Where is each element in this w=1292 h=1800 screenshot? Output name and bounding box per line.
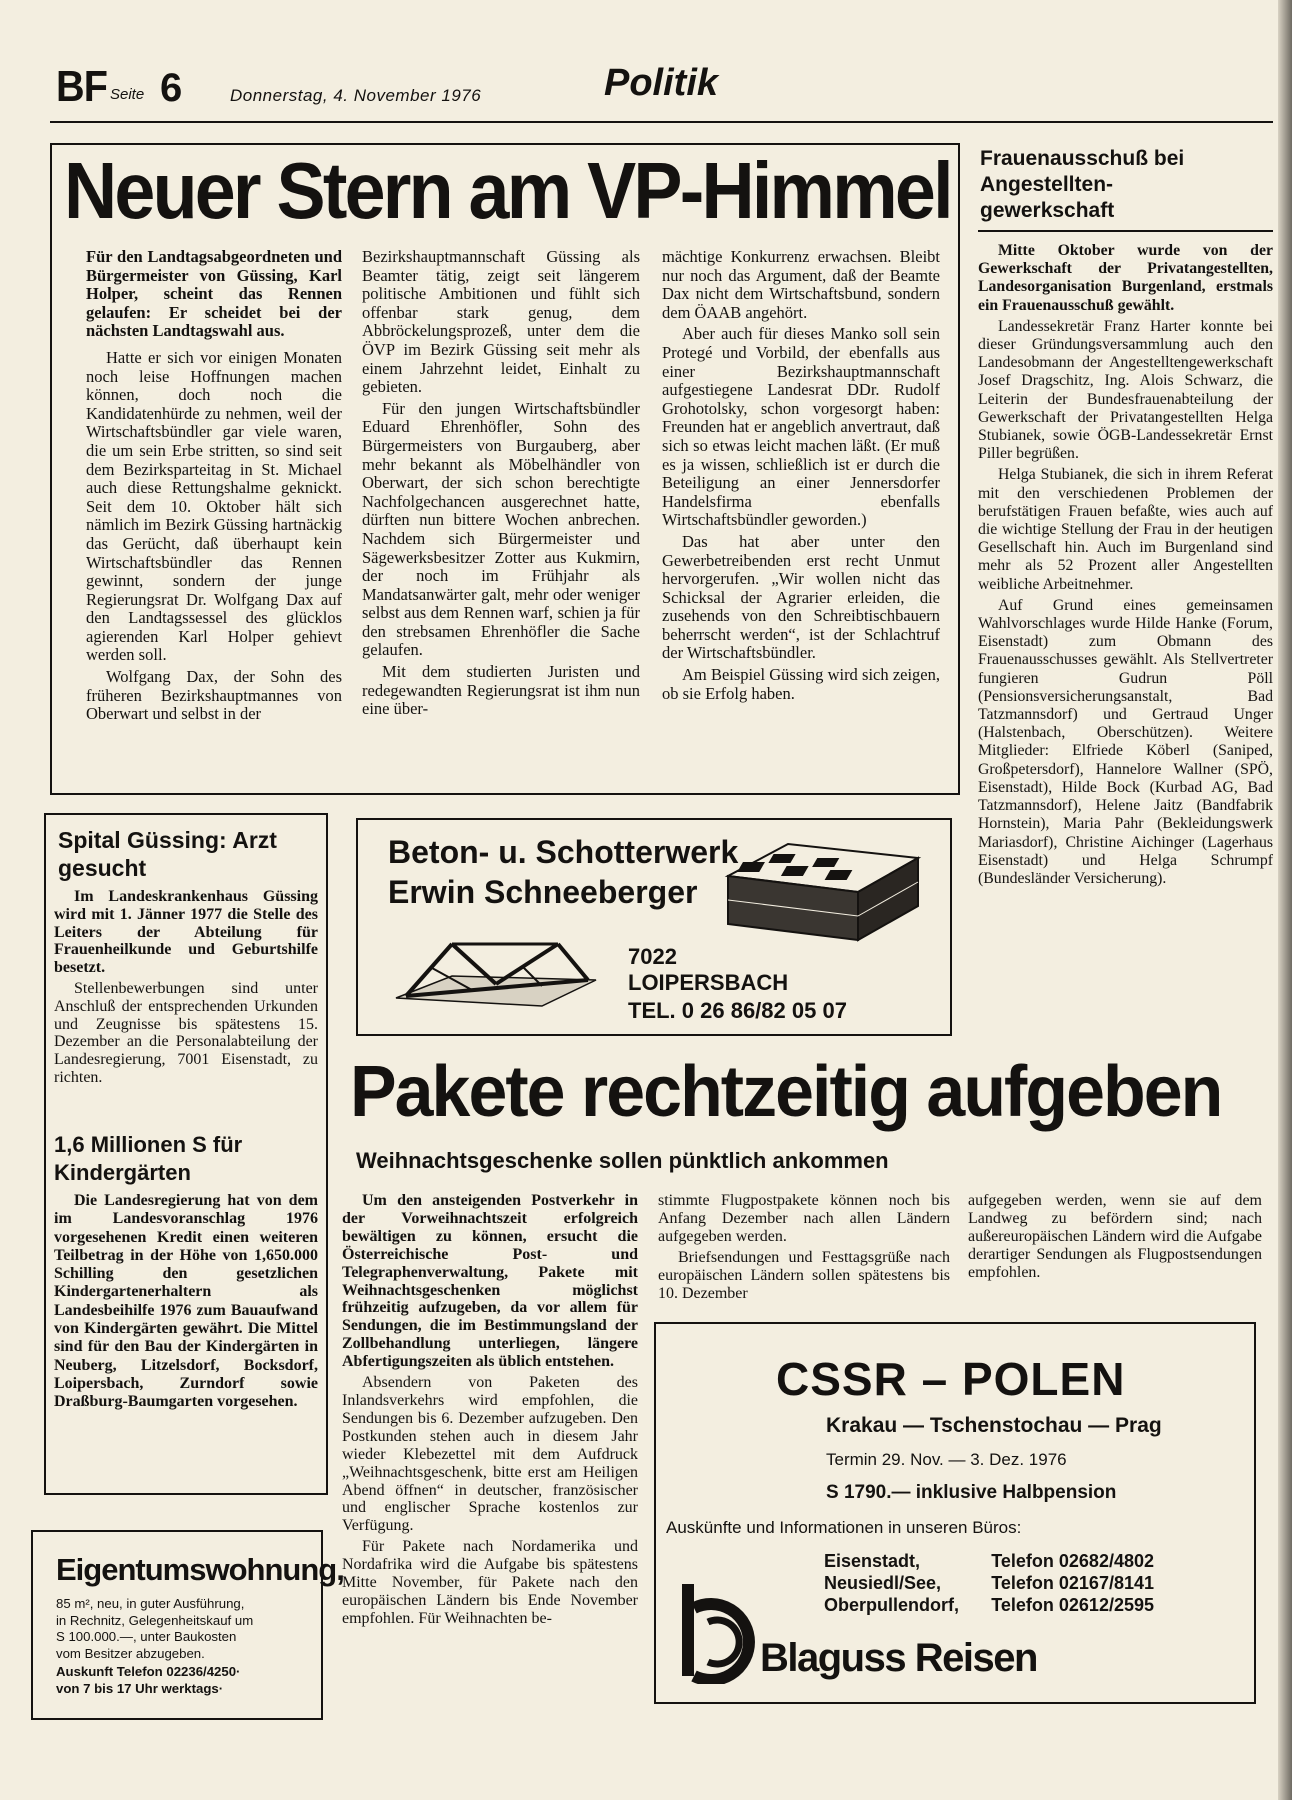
beton-ad-phone: TEL. 0 26 86/82 05 07 [628, 998, 847, 1023]
paragraph: Helga Stubianek, die sich in ihrem Referat mit den verschiedenen Problemen der berufstätigen Frauen befaßte, wies auch auf die wichtige Stellung der Frau in der heutigen Gesellschaft hin. Auch im Burgenland sind mehr als 52 Prozent aller Angestellten weibliche Arbeitnehmer. [978, 466, 1273, 593]
office-phone: Telefon 02612/2595 [991, 1595, 1154, 1615]
main-article-col-2 [362, 248, 640, 722]
paragraph: Stellenbewerbungen sind unter Anschluß der entsprechenden Urkunden und Zeugnisse bis spätestens 15. Dezember an die Personalabteilung der Landesregierung, 7001 Eisenstadt, zu richten. [54, 979, 318, 1086]
eigentum-ad-headline: Eigentumswohnung, [56, 1552, 344, 1587]
paragraph: Auf Grund eines gemeinsamen Wahlvorschlages wurde Hilde Hanke (Forum, Eisenstadt) zum Obmann des Frauenausschusses gewählt. Als Stellvertreter fungieren Gudrun Pöll (Pensionsversicherungsanstalt, Bad Tatzmannsdorf) und Gertraud Unger (Halstenbach, Oberschützen). Weitere Mitglieder: Elfriede Köberl (Saniped, Großpetersdorf), Hannelore Wallner (SPÖ, Eisenstadt), Hilde Bock (Kurbad AG, Bad Tatzmannsdorf), Helene Jaitz (Bandfabrik Hornstein), Maria Pahr (Bekleidungswerk Mariasdorf), Christine Aichinger (Lagerhaus Eisenstadt) und Helga Schrumpf (Bundesländer Versicherung). [978, 596, 1273, 887]
beton-ad-line-2: Erwin Schneeberger [388, 874, 698, 910]
frauen-headline-rule [978, 230, 1273, 232]
ad-line: in Rechnitz, Gelegenheitskauf um [56, 1612, 254, 1628]
blaguss-brand: Blaguss Reisen [760, 1636, 1037, 1680]
issue-date: Donnerstag, 4. November 1976 [230, 86, 482, 105]
frauen-article-lead: Mitte Oktober wurde von der Gewerkschaft der Privatangestellten, Landesorganisation Burgenland, erstmals ein Frauenausschuß gewählt. [978, 242, 1273, 314]
kindergarten-headline: 1,6 Millionen S für Kindergärten [54, 1132, 243, 1185]
cssr-ad-route: Krakau — Tschenstochau — Prag [826, 1414, 1162, 1437]
office-city: Oberpullendorf, [824, 1595, 959, 1615]
truss-icon [392, 926, 600, 1016]
kindergarten-lead: Die Landesregierung hat von dem im Landesvoranschlag 1976 vorgesehenen Kredit einen weiteren Teilbetrag in der Höhe von 1,650.000 Schilling den gesetzlichen Kindergartenerhaltern als Landesbeihilfe 1976 zum Bauaufwand von Kindergärten gewährt. Die Mittel sind für den Bau der Kindergärten in Neuberg, Litzelsdorf, Bocksdorf, Loipersbach, Zurndorf sowie Draßburg-Baumgarten vorgesehen. [54, 1192, 318, 1411]
paragraph: stimmte Flugpostpakete können noch bis Anfang Dezember nach allen Ländern aufgegeben werden. [658, 1192, 950, 1245]
beton-ad-zip: 7022 [628, 944, 677, 969]
ad-line: S 100.000.—, unter Baukosten [56, 1629, 237, 1644]
office-row [824, 1550, 1154, 1572]
paragraph: Mit dem studierten Juristen und redegewandten Regierungsrat ist ihm nun eine über- [362, 662, 640, 719]
paragraph: mächtige Konkurrenz erwachsen. Bleibt nur noch das Argument, daß der Beamte Dax nicht dem Wirtschaftsbund, sondern dem ÖAAB angehört. [662, 247, 940, 322]
ad-line: vom Besitzer abzugeben. [56, 1645, 205, 1661]
spital-body [54, 888, 318, 1090]
header-rule [50, 121, 1273, 123]
paket-article-subhead: Weihnachtsgeschenke sollen pünktlich ankommen [356, 1148, 889, 1173]
main-article-lead: Für den Landtagsabgeordneten und Bürgermeister von Güssing, Karl Holper, scheint das Rennen gelaufen: Er scheidet bei der nächsten Landtagswahl aus. [86, 247, 342, 341]
main-article-col-1 [86, 248, 342, 727]
paragraph: Landessekretär Franz Harter konnte bei dieser Gründungsversammlung auch den Landesobmann der Angestelltengewerkschaft Josef Dragschitz, Ing. Alois Schwarz, die Leiterin der Bundesfrauenabteilung der Gewerkschaft der Privatangestellten Helga Stubianek, sowie ÖGB-Landessekretär Ernst Piller begrüßen. [978, 317, 1273, 463]
frauen-article-headline: Frauenausschuß bei Angestellten-gewerkschaft [980, 147, 1185, 222]
paragraph: Für Pakete nach Nordamerika und Nordafrika wird die Aufgabe bis spätestens Mitte November, für Pakete nach den europäischen Ländern bis Ende November empfohlen. Für Weihnachten be- [342, 1538, 638, 1627]
paket-col-1 [342, 1192, 638, 1631]
page-edge-shadow [1278, 0, 1292, 1800]
paket-article-lead: Um den ansteigenden Postverkehr in der Vorweihnachtszeit erfolgreich bewältigen zu können, ersucht die Österreichische Post- und Telegraphenverwaltung, Pakete mit Weihnachtsgeschenken möglichst frühzeitig aufzugeben, da vor allem für Sendungen, die im Bestimmungsland der Zollbehandlung unterliegen, längere Abfertigungszeiten als üblich entstehen. [342, 1192, 638, 1371]
beton-ad-line-1: Beton- u. Schotterwerk [388, 834, 739, 870]
page-label: Seite [110, 86, 145, 103]
paragraph: Am Beispiel Güssing wird sich zeigen, ob sie Erfolg haben. [662, 665, 940, 703]
office-row [824, 1572, 1154, 1594]
paragraph: Aber auch für dieses Manko soll sein Protegé und Vorbild, der ebenfalls aus einer Bezirkshauptmannschaft aufgestiegene Landesrat DDr. Rudolf Grohotolsky, schon vorgesorgt haben: Freunden hat er angeblich anvertraut, daß sich so etwas leicht machen läßt. (Er muß es ja wissen, schließlich ist er durch die Beteiligung an einer Jennersdorfer Handelsfirma ebenfalls Wirtschaftsbündler geworden.) [662, 324, 940, 530]
paket-col-3 [968, 1192, 1262, 1285]
office-phone: Telefon 02167/8141 [991, 1573, 1154, 1593]
paragraph: Absendern von Paketen des Inlandsverkehrs wird empfohlen, die Sendungen bis 6. Dezember aufzugeben. Den Postkunden stehen auch in diesem Jahr wieder Klebezettel mit dem Aufdruck „Weihnachtsgeschenk, bitte erst am Heiligen Abend öffnen“ in deutscher, französischer und englischer Sprache kostenlos zur Verfügung. [342, 1374, 638, 1535]
paragraph: Hatte er sich vor einigen Monaten noch leise Hoffnungen machen können, doch noch die Kandidatenhürde zu nehmen, weil der Wirtschaftsbündler gar viele waren, die um sein Erbe stritten, so sind seit dem Bezirksparteitag in St. Michael auch diese Rettungshalme geknickt. Seit dem 10. Oktober hält sich nämlich im Bezirk Güssing hartnäckig das Gerücht, daß überhaupt kein Wirtschaftsbündler das Rennen gewinnt, sondern der junge Regierungsrat Dr. Wolfgang Dax auf den Landtagssessel des glücklos agierenden Karl Holper gehievt werden soll. [86, 347, 342, 665]
cssr-ad-price: S 1790.— inklusive Halbpension [826, 1482, 1117, 1503]
section-rubric: Politik [604, 62, 719, 104]
paragraph: Briefsendungen und Festtagsgrüße nach europäischen Ländern sollen spätestens bis 10. Dezember [658, 1248, 950, 1302]
spital-lead: Im Landeskrankenhaus Güssing wird mit 1. Jänner 1977 die Stelle des Leiters der Abteilung für Frauenheilkunde und Geburtshilfe besetzt. [54, 888, 318, 977]
ad-contact-line: Auskunft Telefon 02236/4250· [56, 1664, 241, 1679]
office-city: Neusiedl/See, [824, 1573, 942, 1593]
cssr-ad-termin: Termin 29. Nov. — 3. Dez. 1976 [826, 1450, 1067, 1469]
paragraph: aufgegeben werden, wenn sie auf dem Landweg zu befördern sind; nach außereuropäischen Ländern wird die Aufgabe derartiger Sendungen als Flugpostsendungen empfohlen. [968, 1192, 1262, 1281]
main-article-col-3 [662, 248, 940, 706]
cssr-ad-info: Auskünfte und Informationen in unseren Büros: [666, 1518, 1022, 1537]
spital-headline: Spital Güssing: Arzt gesucht [58, 827, 277, 881]
page-number: 6 [160, 66, 183, 110]
paragraph: Wolfgang Dax, der Sohn des früheren Bezirkshauptmannes von Oberwart und selbst in der [86, 667, 342, 724]
office-row [824, 1594, 1154, 1616]
ad-line: 85 m², neu, in guter Ausführung, [56, 1596, 245, 1611]
office-list [824, 1550, 1154, 1616]
frauen-article-body [978, 242, 1273, 891]
concrete-block-icon [718, 836, 924, 946]
paragraph: Bezirkshauptmannschaft Güssing als Beamter tätig, zeigt seit längerem politische Ambitionen und fühlt sich offenbar stark genug, dem Abbröckelungsprozeß, unter dem die ÖVP im Bezirk Güssing seit mehr als einem Jahrzehnt leidet, Einhalt zu gebieten. [362, 247, 640, 397]
office-phone: Telefon 02682/4802 [991, 1551, 1154, 1571]
paragraph: Das hat aber unter den Gewerbetreibenden erst recht Unmut hervorgerufen. „Wir wollen nicht das Schicksal der Agrarier erleiden, die zusehends von den Schreibtischbauern beherrscht werden“, ist der Schlachtruf der Wirtschaftsbündler. [662, 531, 940, 663]
kindergarten-body [54, 1192, 318, 1415]
beton-ad-town: LOIPERSBACH [628, 970, 789, 995]
office-city: Eisenstadt, [824, 1551, 921, 1571]
cssr-ad-title: CSSR – POLEN [776, 1353, 1126, 1405]
paragraph: Für den jungen Wirtschaftsbündler Eduard Ehrenhöfler, Sohn des Bürgermeisters von Burgauberg, aber mehr bekannt als Möbelhändler von Oberwart, der sich schon berechtigte Nachfolgechancen ausgerechnet hatte, dürften nun bittere Wochen anbrechen. Nachdem sich Bürgermeister und Sägewerksbesitzer Zotter aus Kukmirn, der noch im Frühjahr als Mandatsanwärter galt, mehr oder weniger selbst aus dem Rennen warf, schien ja für den strebsamen Ehrenhöfler die Sache gelaufen. [362, 398, 640, 660]
main-article-headline: Neuer Stern am VP-Himmel [64, 146, 951, 235]
ad-contact-line: von 7 bis 17 Uhr werktags· [56, 1680, 224, 1696]
masthead-brand: BF [56, 62, 107, 111]
blaguss-logo-icon [674, 1582, 764, 1684]
paket-article-headline: Pakete rechtzeitig aufgeben [350, 1052, 1222, 1132]
paket-col-2 [658, 1192, 950, 1305]
eigentum-ad-body [56, 1596, 312, 1697]
